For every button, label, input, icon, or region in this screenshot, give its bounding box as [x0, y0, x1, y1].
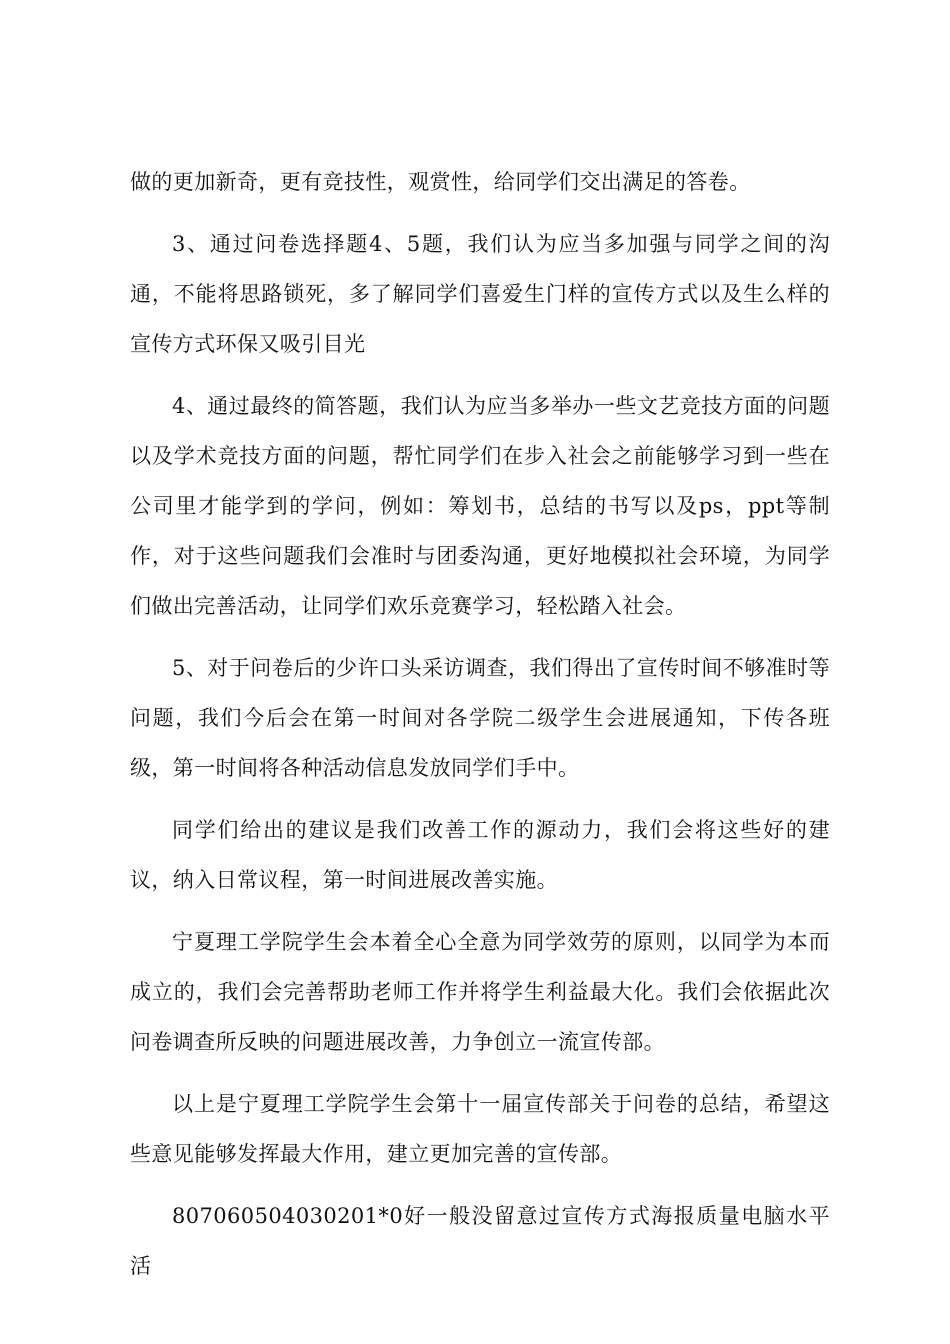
- paragraph-item-4: 4、通过最终的简答题，我们认为应当多举办一些文艺竞技方面的问题以及学术竞技方面的问题，帮忙同学们在步入社会之前能够学习到一些在公司里才能学到的学问，例如：筹划书，总结的书写以及ps，ppt等制作，对于这些问题我们会准时与团委沟通，更好地模拟社会环境，为同学们做出完善活动，让同学们欢乐竞赛学习，轻松踏入社会。: [130, 394, 830, 618]
- paragraph-item-3: 3、通过问卷选择题4、5题，我们认为应当多加强与同学之间的沟通，不能将思路锁死，多了解同学们喜爱生门样的宣传方式以及生么样的宣传方式环保又吸引目光: [130, 232, 830, 356]
- paragraph-data-row: 807060504030201*0好一般没留意过宣传方式海报质量电脑水平活: [130, 1204, 830, 1278]
- paragraph-suggestions: 同学们给出的建议是我们改善工作的源动力，我们会将这些好的建议，纳入日常议程，第一时间进展改善实施。: [130, 818, 830, 892]
- paragraph-principle: 宁夏理工学院学生会本着全心全意为同学效劳的原则，以同学为本而成立的，我们会完善帮助老师工作并将学生利益最大化。我们会依据此次问卷调查所反映的问题进展改善，力争创立一流宣传部。: [130, 930, 830, 1054]
- paragraph-continuation: 做的更加新奇，更有竞技性，观赏性，给同学们交出满足的答卷。: [130, 170, 751, 194]
- document-body: [130, 170, 830, 1303]
- paragraph-item-5: 5、对于问卷后的少许口头采访调查，我们得出了宣传时间不够准时等问题，我们今后会在第一时间对各学院二级学生会进展通知，下传各班级，第一时间将各种活动信息发放同学们手中。: [130, 656, 830, 780]
- paragraph-conclusion: 以上是宁夏理工学院学生会第十一届宣传部关于问卷的总结，希望这些意见能够发挥最大作用，建立更加完善的宣传部。: [130, 1092, 830, 1166]
